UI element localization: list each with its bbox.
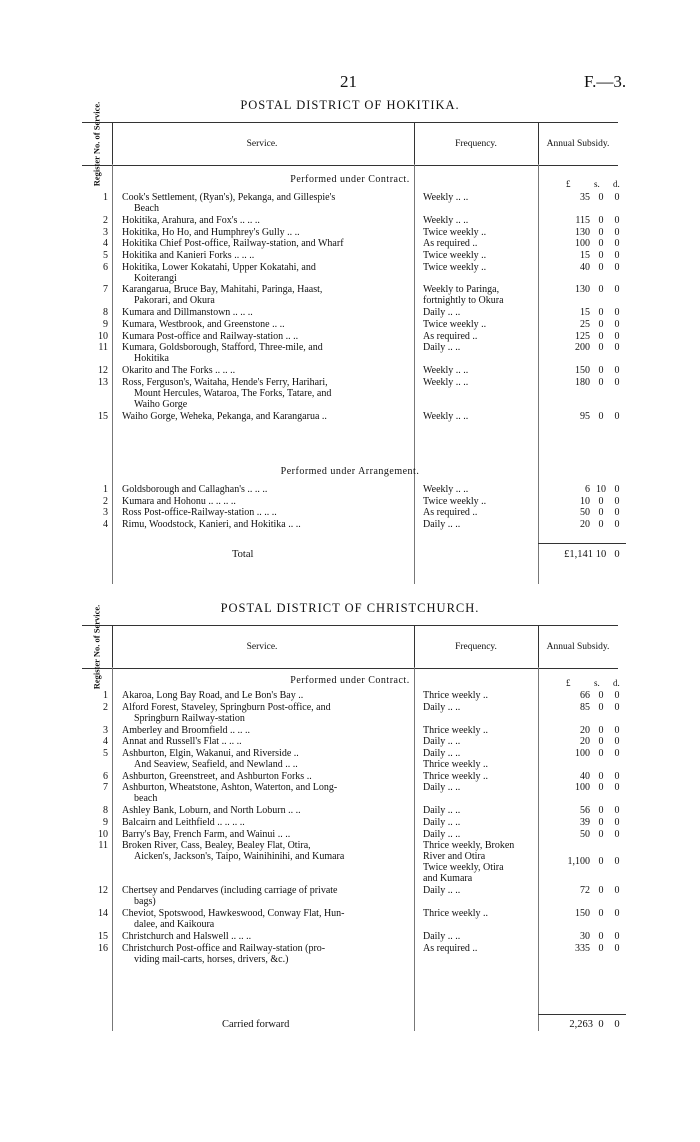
subsidy-pence: 0 <box>614 307 620 319</box>
subsidy-pence: 0 <box>614 805 620 817</box>
frequency: Twice weekly .. <box>423 495 487 507</box>
subsidy-pence: 0 <box>614 690 620 701</box>
frequency: Daily .. .. <box>423 828 461 840</box>
service-description: Barry's Bay, French Farm, and Wainui .. .. <box>122 828 291 840</box>
frequency: Daily .. .. <box>423 342 461 354</box>
subsidy-pence: 0 <box>614 214 620 226</box>
service-header: Service. <box>246 642 278 652</box>
subsidy-pence: 0 <box>614 828 620 840</box>
service-description: Hokitika, Ho Ho, and Humphrey's Gully .. .. <box>122 226 300 238</box>
register-number: 6 <box>103 261 108 273</box>
subsidy-pounds: 20 <box>580 724 590 736</box>
subsidy-pence: 0 <box>614 519 620 531</box>
subsidy-pounds: 72 <box>580 885 590 897</box>
frequency: As required .. <box>423 238 478 250</box>
subsidy-shillings: 0 <box>598 330 604 342</box>
subsidy-pence: 0 <box>614 261 620 273</box>
service-description: Christchurch Post-office and Railway-station (pro- viding mail-carts, horses, drivers, &c.) <box>122 942 326 965</box>
register-number: 7 <box>103 782 108 794</box>
register-number: 1 <box>103 690 108 701</box>
subsidy-pounds: 125 <box>575 330 590 342</box>
subsidy-pence: 0 <box>614 342 620 354</box>
subsidy-pounds: 66 <box>580 690 590 701</box>
service-description: Akaroa, Long Bay Road, and Le Bon's Bay .. <box>122 690 304 701</box>
register-number: 1 <box>103 192 108 203</box>
subsidy-shillings: 0 <box>598 249 604 261</box>
subsidy-pounds: 1,100 <box>567 856 590 868</box>
subsidy-shillings: 0 <box>598 942 604 954</box>
service-description: Ashburton, Elgin, Wakanui, and Riverside .. And Seaview, Seafield, and Newland .. .. <box>122 747 299 770</box>
subsidy-pounds: 100 <box>575 747 590 759</box>
subsidy-pence: 0 <box>614 736 620 748</box>
subsidy-pounds: 335 <box>575 942 590 954</box>
subsidy-shillings: 0 <box>598 701 604 713</box>
register-number: 5 <box>103 747 108 759</box>
service-description: Kumara Post-office and Railway-station .. .. <box>122 330 299 342</box>
frequency: Weekly .. .. <box>423 365 469 377</box>
frequency: Daily .. .. Thrice weekly .. <box>423 747 488 770</box>
subsidy-shillings: 0 <box>598 690 604 701</box>
subsidy-pence: 0 <box>614 856 620 868</box>
subsidy-pence: 0 <box>614 495 620 507</box>
service-description: Karangarua, Bruce Bay, Mahitahi, Paringa, Haast, Pakorari, and Okura <box>122 284 323 307</box>
subsidy-pounds: 100 <box>575 782 590 794</box>
subsidy-shillings: 0 <box>598 816 604 828</box>
subsidy-shillings: 0 <box>598 747 604 759</box>
register-number: 11 <box>98 342 108 354</box>
subsidy-pence: 0 <box>614 284 620 296</box>
subsidy-pence: 0 <box>614 226 620 238</box>
subsidy-pounds: 200 <box>575 342 590 354</box>
subsidy-shillings: 0 <box>598 782 604 794</box>
register-number: 16 <box>98 942 108 954</box>
service-description: Ross, Ferguson's, Waitaha, Hende's Ferry, Harihari, Mount Hercules, Wataroa, The Forks, Tatare, and Waiho Gorge <box>122 376 332 410</box>
frequency: Weekly .. .. <box>423 376 469 388</box>
frequency: Weekly .. .. <box>423 484 469 495</box>
frequency: Daily .. .. <box>423 736 461 748</box>
register-number: 9 <box>103 816 108 828</box>
register-number: 15 <box>98 410 108 422</box>
frequency: Daily .. .. <box>423 805 461 817</box>
subsidy-shillings: 0 <box>598 226 604 238</box>
subsidy-shillings: 0 <box>598 930 604 942</box>
service-description: Broken River, Cass, Bealey, Bealey Flat, Otira, Aicken's, Jackson's, Taipo, Wainihinihi, and Kumara <box>122 840 345 863</box>
subsidy-pounds: 150 <box>575 908 590 920</box>
subsidy-pence: 0 <box>614 376 620 388</box>
service-description: Kumara and Dillmanstown .. .. .. <box>122 307 253 319</box>
subsidy-pounds: 25 <box>580 318 590 330</box>
register-number: 3 <box>103 507 108 519</box>
subsidy-pounds: 85 <box>580 701 590 713</box>
subsidy-pounds: 130 <box>575 284 590 296</box>
subsidy-shillings: 0 <box>598 736 604 748</box>
service-description: Ashley Bank, Loburn, and North Loburn .. .. <box>122 805 301 817</box>
register-header: Register No. of Service. <box>91 101 102 187</box>
service-description: Okarito and The Forks .. .. .. <box>122 365 236 377</box>
frequency-header: Frequency. <box>455 139 497 149</box>
subsidy-shillings: 0 <box>598 519 604 531</box>
register-number: 14 <box>98 908 108 920</box>
subsidy-pounds: 56 <box>580 805 590 817</box>
total-label: Total <box>232 549 254 560</box>
subsidy-pence: 0 <box>614 747 620 759</box>
subsidy-pounds: 95 <box>580 410 590 422</box>
carried-forward-label: Carried forward <box>222 1019 290 1030</box>
frequency: As required .. <box>423 507 478 519</box>
subsidy-pounds: 15 <box>580 307 590 319</box>
service-description: Amberley and Broomfield .. .. .. <box>122 724 251 736</box>
service-description: Ross Post-office-Railway-station .. .. .. <box>122 507 277 519</box>
service-description: Chertsey and Pendarves (including carriage of private bags) <box>122 885 338 908</box>
service-description: Hokitika, Arahura, and Fox's .. .. .. <box>122 214 260 226</box>
hokitika-contract-heading: Performed under Contract. <box>290 174 410 185</box>
frequency: Twice weekly .. <box>423 249 487 261</box>
frequency: Twice weekly .. <box>423 226 487 238</box>
subsidy-shillings: 0 <box>598 507 604 519</box>
register-number: 3 <box>103 226 108 238</box>
register-number: 9 <box>103 318 108 330</box>
subsidy-pounds: 50 <box>580 828 590 840</box>
total-pounds: £1,141 <box>564 549 593 560</box>
register-number: 8 <box>103 805 108 817</box>
register-number: 6 <box>103 770 108 782</box>
service-description: Cook's Settlement, (Ryan's), Pekanga, and Gillespie's Beach <box>122 192 336 214</box>
service-description: Kumara, Goldsborough, Stafford, Three-mile, and Hokitika <box>122 342 323 365</box>
subsidy-pence: 0 <box>614 816 620 828</box>
hokitika-district-title: POSTAL DISTRICT OF HOKITIKA. <box>240 98 460 112</box>
subsidy-pounds: 35 <box>580 192 590 203</box>
subsidy-pounds: 40 <box>580 261 590 273</box>
frequency: Twice weekly .. <box>423 261 487 273</box>
subsidy-pence: 0 <box>614 930 620 942</box>
subsidy-pence: 0 <box>614 238 620 250</box>
total-shillings: 10 <box>595 549 607 560</box>
service-description: Hokitika and Kanieri Forks .. .. .. <box>122 249 255 261</box>
subsidy-pence: 0 <box>614 192 620 203</box>
subsidy-shillings: 0 <box>598 410 604 422</box>
subsidy-shillings: 0 <box>598 284 604 296</box>
register-number: 4 <box>103 519 108 531</box>
frequency: As required .. <box>423 330 478 342</box>
register-header: Register No. of Service. <box>91 604 102 690</box>
register-number: 4 <box>103 736 108 748</box>
frequency: Thrice weekly .. <box>423 690 488 701</box>
subsidy-shillings: 0 <box>598 805 604 817</box>
subsidy-pounds: 50 <box>580 507 590 519</box>
subsidy-header: Annual Subsidy. <box>546 139 610 149</box>
frequency: Weekly .. .. <box>423 192 469 203</box>
service-description: Balcairn and Leithfield .. .. .. .. <box>122 816 245 828</box>
frequency: Thrice weekly, Broken River and Otira Twice weekly, Otira and Kumara <box>423 840 515 885</box>
service-description: Annat and Russell's Flat .. .. .. <box>122 736 242 748</box>
carried-pounds: 2,263 <box>569 1019 593 1030</box>
subsidy-pounds: 40 <box>580 770 590 782</box>
subsidy-shillings: 0 <box>598 885 604 897</box>
frequency: Daily .. .. <box>423 701 461 713</box>
subsidy-shillings: 0 <box>598 318 604 330</box>
frequency: Daily .. .. <box>423 930 461 942</box>
frequency: Weekly .. .. <box>423 214 469 226</box>
subsidy-pounds: 150 <box>575 365 590 377</box>
service-description: Waiho Gorge, Weheka, Pekanga, and Karangarua .. <box>122 410 327 422</box>
subsidy-pence: 0 <box>614 782 620 794</box>
frequency: Daily .. .. <box>423 307 461 319</box>
subsidy-pence: 0 <box>614 885 620 897</box>
subsidy-pence: 0 <box>614 908 620 920</box>
subsidy-shillings: 0 <box>598 192 604 203</box>
register-number: 3 <box>103 724 108 736</box>
frequency: Thrice weekly .. <box>423 770 488 782</box>
service-description: Rimu, Woodstock, Kanieri, and Hokitika .. .. <box>122 519 301 531</box>
subsidy-shillings: 0 <box>598 365 604 377</box>
subsidy-pounds: 20 <box>580 519 590 531</box>
register-number: 4 <box>103 238 108 250</box>
subsidy-shillings: 0 <box>598 856 604 868</box>
service-description: Cheviot, Spotswood, Hawkeswood, Conway Flat, Hun- dalee, and Kaikoura <box>122 908 345 931</box>
frequency: Twice weekly .. <box>423 318 487 330</box>
register-number: 15 <box>98 930 108 942</box>
register-number: 13 <box>98 376 108 388</box>
document-reference: F.—3. <box>584 72 627 91</box>
service-description: Goldsborough and Callaghan's .. .. .. <box>122 484 268 495</box>
subsidy-pounds: 10 <box>580 495 590 507</box>
subsidy-pence: 0 <box>614 770 620 782</box>
subsidy-pence: 0 <box>614 507 620 519</box>
subsidy-shillings: 0 <box>598 770 604 782</box>
subsidy-pence: 0 <box>614 365 620 377</box>
subsidy-pounds: 180 <box>575 376 590 388</box>
total-pence: 0 <box>614 549 620 560</box>
subsidy-shillings: 0 <box>598 307 604 319</box>
register-number: 2 <box>103 495 108 507</box>
subsidy-shillings: 10 <box>596 484 606 495</box>
subsidy-pounds: 115 <box>575 214 590 226</box>
hokitika-arrangement-heading: Performed under Arrangement. <box>280 466 420 477</box>
subsidy-pence: 0 <box>614 249 620 261</box>
frequency: Weekly .. .. <box>423 410 469 422</box>
carried-shillings: 0 <box>598 1019 604 1030</box>
frequency: Weekly to Paringa, fortnightly to Okura <box>423 284 504 307</box>
register-number: 5 <box>103 249 108 261</box>
subsidy-pounds: 6 <box>585 484 590 495</box>
frequency: Daily .. .. <box>423 816 461 828</box>
service-description: Kumara, Westbrook, and Greenstone .. .. <box>122 318 285 330</box>
subsidy-header: Annual Subsidy. <box>546 642 610 652</box>
service-description: Hokitika, Lower Kokatahi, Upper Kokatahi, and Koiterangi <box>122 261 316 284</box>
register-number: 1 <box>103 484 108 495</box>
subsidy-pounds: 15 <box>580 249 590 261</box>
subsidy-pounds: 100 <box>575 238 590 250</box>
service-description: Alford Forest, Staveley, Springburn Post-office, and Springburn Railway-station <box>122 701 331 724</box>
subsidy-pence: 0 <box>614 942 620 954</box>
register-number: 2 <box>103 701 108 713</box>
frequency-header: Frequency. <box>455 642 497 652</box>
carried-pence: 0 <box>614 1019 620 1030</box>
subsidy-pence: 0 <box>614 484 620 495</box>
register-number: 10 <box>98 330 108 342</box>
register-number: 11 <box>98 840 108 852</box>
frequency: Thrice weekly .. <box>423 724 488 736</box>
frequency: As required .. <box>423 942 478 954</box>
christchurch-contract-heading: Performed under Contract. <box>290 675 410 686</box>
frequency: Thrice weekly .. <box>423 908 488 920</box>
subsidy-shillings: 0 <box>598 261 604 273</box>
subsidy-shillings: 0 <box>598 908 604 920</box>
subsidy-pounds: 20 <box>580 736 590 748</box>
subsidy-pounds: 130 <box>575 226 590 238</box>
frequency: Daily .. .. <box>423 519 461 531</box>
service-description: Christchurch and Halswell .. .. .. <box>122 930 252 942</box>
subsidy-pence: 0 <box>614 410 620 422</box>
subsidy-shillings: 0 <box>598 495 604 507</box>
page-number: 21 <box>340 72 357 91</box>
subsidy-shillings: 0 <box>598 238 604 250</box>
service-description: Ashburton, Greenstreet, and Ashburton Forks .. <box>122 770 312 782</box>
subsidy-shillings: 0 <box>598 376 604 388</box>
service-description: Hokitika Chief Post-office, Railway-station, and Wharf <box>122 238 344 250</box>
register-number: 12 <box>98 365 108 377</box>
subsidy-shillings: 0 <box>598 342 604 354</box>
subsidy-pence: 0 <box>614 318 620 330</box>
service-description: Ashburton, Wheatstone, Ashton, Waterton, and Long- beach <box>122 782 338 805</box>
subsidy-pence: 0 <box>614 724 620 736</box>
register-number: 2 <box>103 214 108 226</box>
subsidy-shillings: 0 <box>598 214 604 226</box>
subsidy-pence: 0 <box>614 701 620 713</box>
register-number: 8 <box>103 307 108 319</box>
register-number: 10 <box>98 828 108 840</box>
service-header: Service. <box>246 139 278 149</box>
subsidy-pounds: 39 <box>580 816 590 828</box>
subsidy-shillings: 0 <box>598 828 604 840</box>
subsidy-shillings: 0 <box>598 724 604 736</box>
subsidy-pounds: 30 <box>580 930 590 942</box>
frequency: Daily .. .. <box>423 885 461 897</box>
register-number: 7 <box>103 284 108 296</box>
frequency: Daily .. .. <box>423 782 461 794</box>
christchurch-district-title: POSTAL DISTRICT OF CHRISTCHURCH. <box>220 601 480 615</box>
subsidy-pence: 0 <box>614 330 620 342</box>
service-description: Kumara and Hohonu .. .. .. .. <box>122 495 236 507</box>
register-number: 12 <box>98 885 108 897</box>
